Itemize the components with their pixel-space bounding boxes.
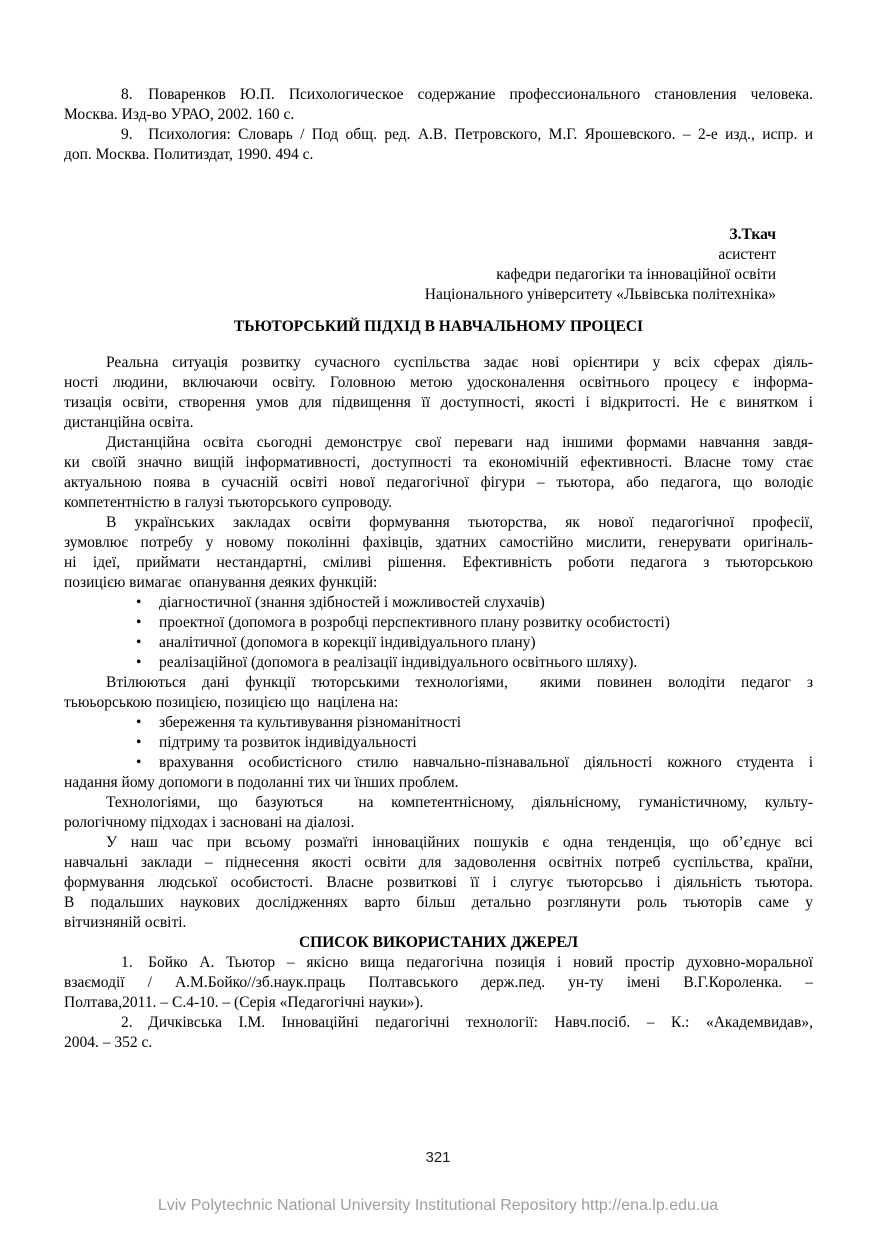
text-line: навчальні заклади – піднесення якості освіти для задоволення освітніх потреб суспільства, країни, <box>64 854 813 871</box>
author-department: кафедри педагогіки та інноваційної освіти <box>496 266 776 283</box>
text-line <box>64 753 813 773</box>
text-line: надання йому допомоги в подоланні тих чи їнших проблем. <box>64 774 459 791</box>
bullet-icon: • <box>136 714 142 731</box>
bullet-icon: • <box>136 754 142 771</box>
bullet-icon: • <box>136 634 142 651</box>
text-line: В подальших наукових дослідженнях варто більш детально розглянути роль тьюторів саме у <box>64 894 813 911</box>
spacer <box>64 305 813 317</box>
bullet-text: аналітичної (допомога в корекції індивідуального плану) <box>159 634 536 651</box>
text-line: вітчизняній освіті. <box>64 914 187 931</box>
text-line <box>64 633 813 653</box>
text-line: тизація освіти, створення умов для підвищення її доступності, якості і відкритості. Не є винятком і <box>64 394 813 411</box>
bullet-text: діагностичної (знання здібностей і можливостей слухачів) <box>159 594 545 611</box>
text-line: тьюьорською позицією, позицією що націлена на: <box>64 694 399 711</box>
bullet-text: збереження та культивування різноманітності <box>159 714 462 731</box>
text-line: компетентністю в галузі тьюторського супроводу. <box>64 494 392 511</box>
bullet-icon: • <box>136 614 142 631</box>
spacer <box>64 165 813 225</box>
text-line: актуальною поява в сучасній освіті нової педагогічної фігури – тьютора, або педагога, що володіє <box>64 474 813 491</box>
reference-item: 9. Психология: Словарь / Под общ. ред. А.В. Петровского, М.Г. Ярошевского. – 2-е изд., испр. и <box>121 126 813 143</box>
bullet-icon: • <box>136 654 142 671</box>
references-heading: СПИСОК ВИКОРИСТАНИХ ДЖЕРЕЛ <box>298 934 579 951</box>
text-line: В українських закладах освіти формування тьюторства, як нової педагогічної професії, <box>106 514 813 531</box>
text-line <box>64 613 813 633</box>
bullet-text: підтриму та розвиток індивідуальності <box>159 734 417 751</box>
author-name: З.Ткач <box>729 226 776 243</box>
reference-item: Москва. Изд-во УРАО, 2002. 160 с. <box>64 106 295 123</box>
author-university: Національного університету «Львівська політехніка» <box>424 286 776 303</box>
bullet-text: врахування особистісного стилю навчально-пізнавальної діяльності кожного студента і <box>159 754 813 771</box>
text-line: Технологіями, що базуються на компетентнісному, діяльнісному, гуманістичному, культу- <box>106 794 813 811</box>
text-line <box>64 593 813 613</box>
reference-item: 8. Поваренков Ю.П. Психологическое содержание профессионального становления человека. <box>121 86 813 103</box>
author-position: асистент <box>718 246 776 263</box>
text-line: зумовлює потребу у новому поколінні фахівців, здатних самостійно мислити, генерувати оригіналь- <box>64 534 813 551</box>
reference-item: взаємодії / А.М.Бойко//зб.наук.праць Полтавського держ.пед. ун-ту імені В.Г.Короленка. – <box>64 974 813 991</box>
reference-item: доп. Москва. Политиздат, 1990. 494 с. <box>64 146 314 163</box>
bullet-icon: • <box>136 734 142 751</box>
text-line: ності людини, включаючи освіту. Головною метою удосконалення освітнього процесу є інформа- <box>64 374 813 391</box>
bullet-icon: • <box>136 594 142 611</box>
text-line <box>64 653 813 673</box>
text-line <box>64 713 813 733</box>
text-line: ні ідеї, приймати нестандартні, сміливі рішення. Ефективність роботи педагога з тьюторською <box>64 554 813 571</box>
text-line: ки своїй значно вищій інформативності, доступності та економічній ефективності. Власне тому стає <box>64 454 813 471</box>
reference-item: Полтава,2011. – С.4-10. – (Серія «Педагогічні науки»). <box>64 994 424 1011</box>
text-line: Реальна ситуація розвитку сучасного суспільства задає нові орієнтири у всіх сферах діяль- <box>106 354 813 371</box>
article-title: ТЬЮТОРСЬКИЙ ПІДХІД В НАВЧАЛЬНОМУ ПРОЦЕСІ <box>233 318 644 335</box>
text-line: Втілюються дані функції тюторськими технологіями, якими повинен володіти педагог з <box>106 674 813 691</box>
bullet-text: реалізаційної (допомога в реалізації індивідуального освітнього шляху). <box>159 654 638 671</box>
bullet-text: проектної (допомога в розробці перспективного плану розвитку особистості) <box>159 614 670 631</box>
spacer <box>64 337 813 353</box>
text-line: позицією вимагає опанування деяких функцій: <box>64 574 378 591</box>
text-line: У наш час при всьому розмаїті інноваційних пошуків є одна тенденція, що об’єднує всі <box>106 834 813 851</box>
repository-footer-text: Lviv Polytechnic National University Institutional Repository http://ena.lp.edu.ua <box>157 1197 719 1214</box>
text-line: рологічному підходах і засновані на діалозі. <box>64 814 355 831</box>
text-line <box>64 733 813 753</box>
text-line: дистанційна освіта. <box>64 414 194 431</box>
reference-item: 2. Дичківська І.М. Інноваційні педагогічні технології: Навч.посіб. – К.: «Академвидав», <box>121 1014 813 1031</box>
text-line: Дистанційна освіта сьогодні демонструє свої переваги над іншими формами навчання завдя- <box>106 434 813 451</box>
reference-item: 2004. – 352 с. <box>64 1034 153 1051</box>
reference-item: 1. Бойко А. Тьютор – якісно вища педагогічна позиція і новий простір духовно-моральної <box>121 954 813 971</box>
text-line: формування людської особистості. Власне розвиткові її і слугує тьюторсьво і діяльність тьютора. <box>64 874 813 891</box>
page-number: 321 <box>425 1149 451 1166</box>
